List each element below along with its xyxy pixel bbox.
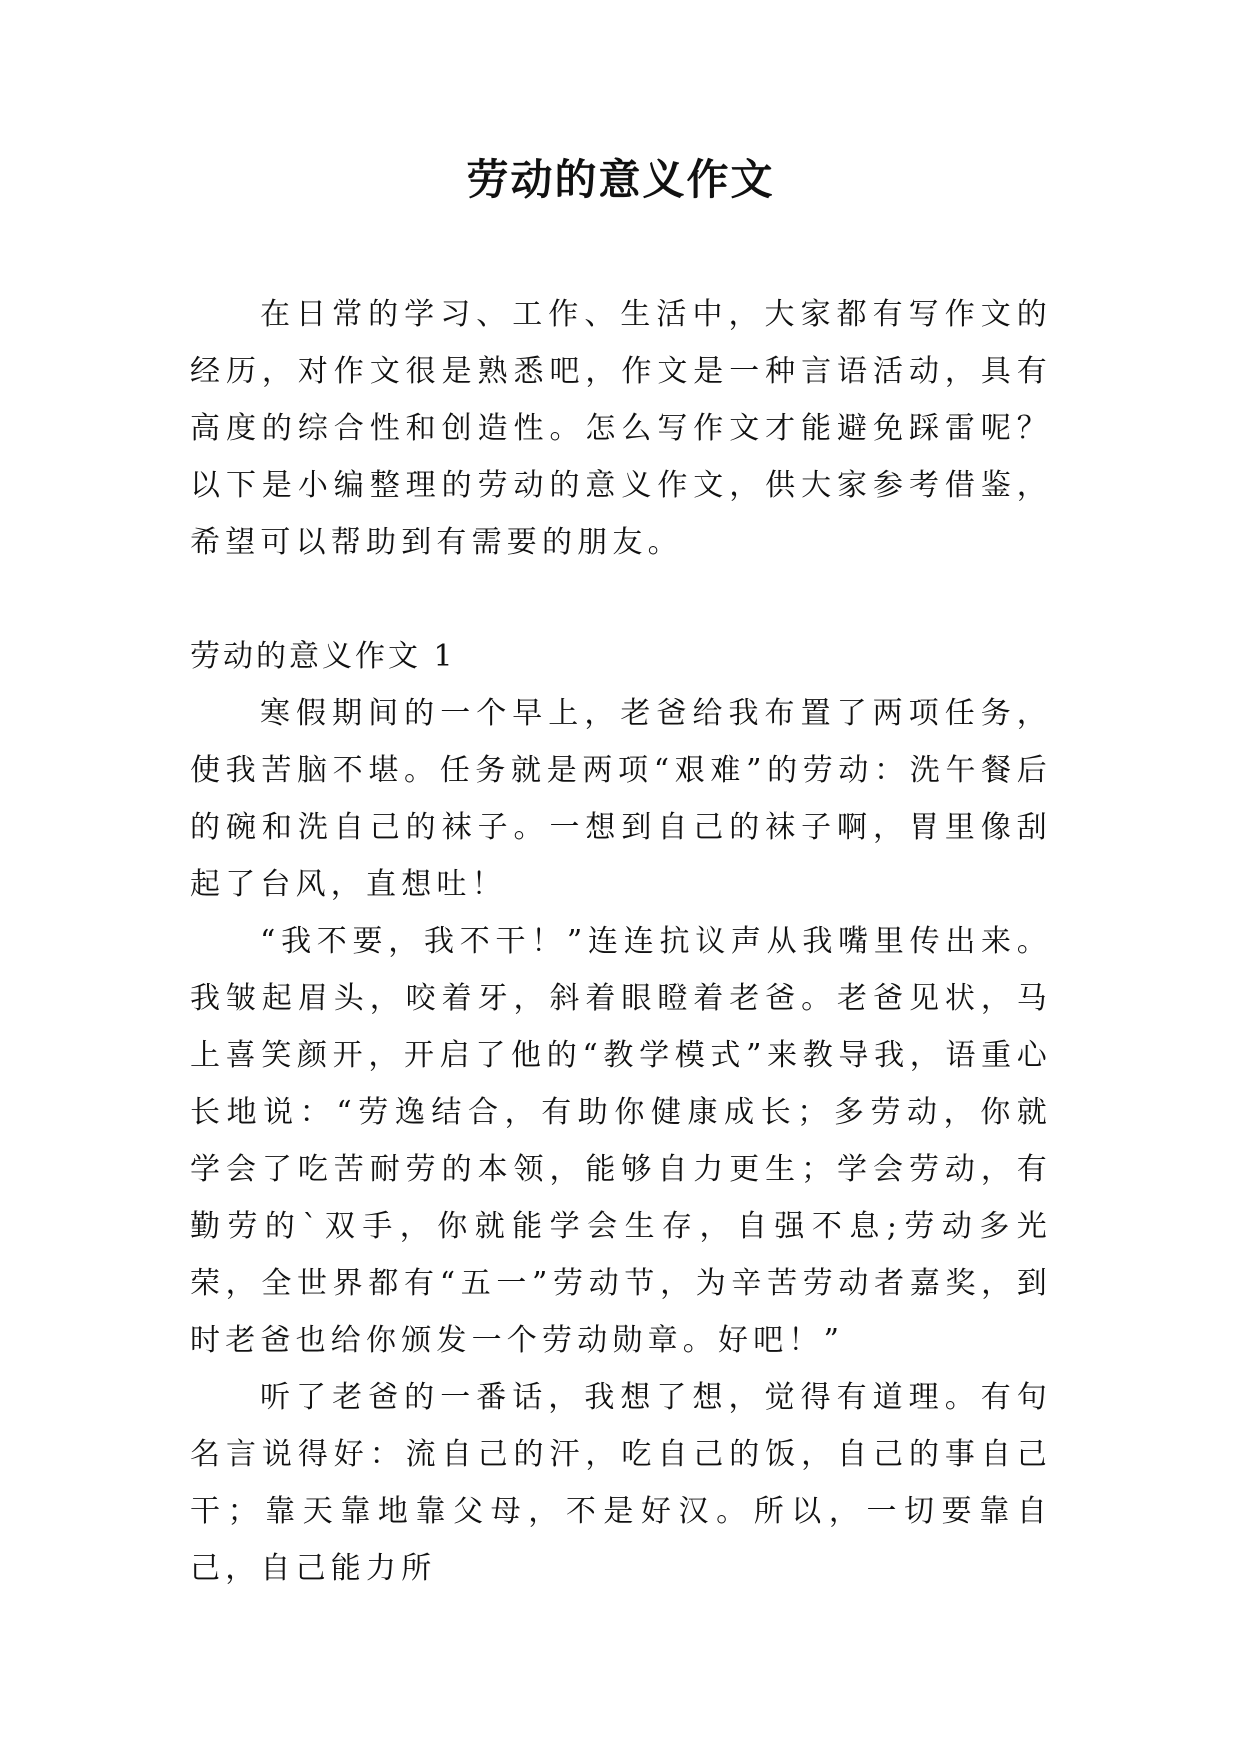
paragraph-3: 听了老爸的一番话，我想了想，觉得有道理。有句名言说得好：流自己的汗，吃自己的饭，自己的事自己干；靠天靠地靠父母，不是好汉。所以，一切要靠自己，自己能力所: [190, 1380, 1052, 1586]
paragraph-2: “我不要，我不干！”连连抗议声从我嘴里传出来。我皱起眉头，咬着牙，斜着眼瞪着老爸。老爸见状，马上喜笑颜开，开启了他的“教学模式”来教导我，语重心长地说：“劳逸结合，有助你健康成长；多劳动，你就学会了吃苦耐劳的本领，能够自力更生；学会劳动，有勤劳的`双手，你就能学会生存，自强不息;劳动多光荣，全世界都有“五一”劳动节，为辛苦劳动者嘉奖，到时老爸也给你颁发一个劳动勋章。好吧！”: [190, 924, 1052, 1358]
paragraph-1: 寒假期间的一个早上，老爸给我布置了两项任务，使我苦脑不堪。任务就是两项“艰难”的劳动：洗午餐后的碗和洗自己的袜子。一想到自己的袜子啊，胃里像刮起了台风，直想吐！: [190, 696, 1052, 902]
intro-paragraph: 在日常的学习、工作、生活中，大家都有写作文的经历，对作文很是熟悉吧，作文是一种言语活动，具有高度的综合性和创造性。怎么写作文才能避免踩雷呢？以下是小编整理的劳动的意义作文，供大家参考借鉴，希望可以帮助到有需要的朋友。: [190, 297, 1052, 560]
document-title: 劳动的意义作文: [466, 155, 775, 204]
document-body: [190, 286, 1052, 1597]
section-heading: 劳动的意义作文 1: [190, 639, 456, 674]
